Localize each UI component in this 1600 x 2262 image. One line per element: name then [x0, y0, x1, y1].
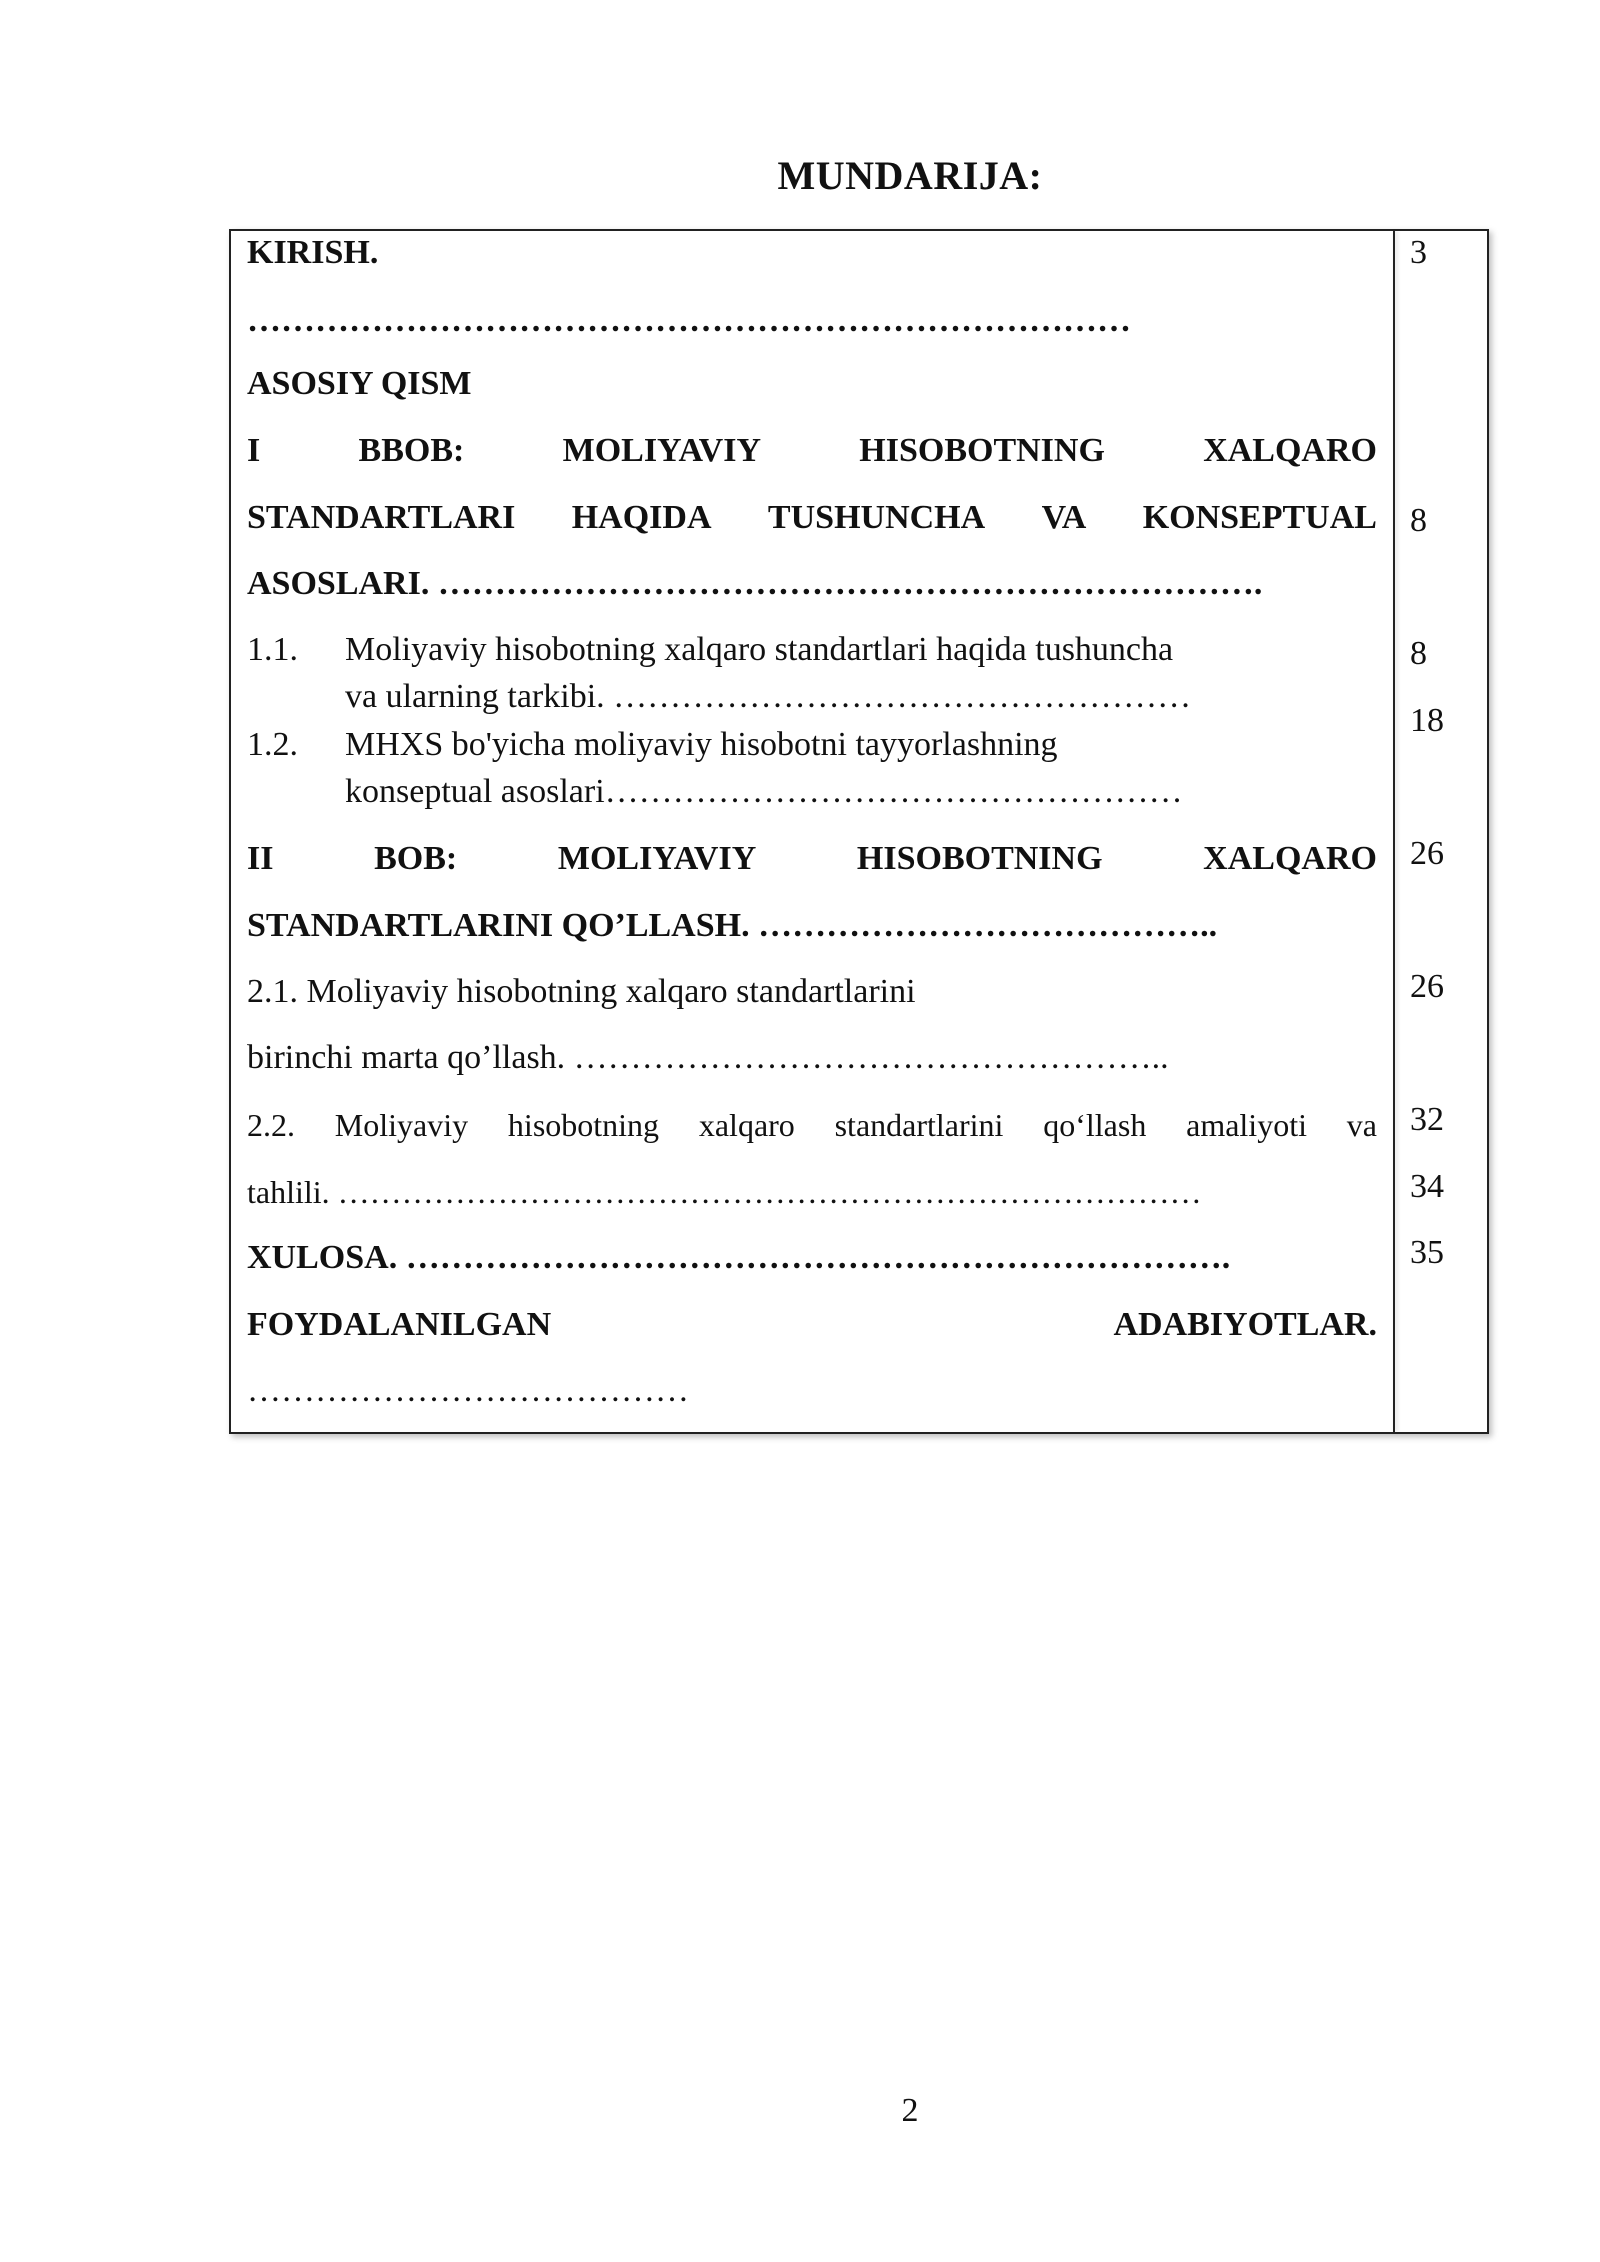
word: BBOB: — [358, 432, 465, 469]
word: qo‘llash — [1043, 1107, 1147, 1143]
word: KONSEPTUAL — [1142, 499, 1377, 536]
toc-chapter-2-line-1 — [247, 839, 1377, 879]
toc-subsection-1-2-number: 1.2. — [247, 726, 298, 763]
toc-item-xulosa: XULOSA. ………………………………………………………………. — [247, 1239, 1231, 1276]
word: II — [247, 840, 274, 877]
word: TUSHUNCHA — [767, 499, 986, 536]
toc-subsection-1-1-line-2: va ularning tarkibi. …………………………………………… — [345, 678, 1192, 715]
page-number-chapter-1: 8 — [1410, 502, 1427, 539]
page-title: MUNDARIJA: — [777, 153, 1043, 198]
word: va — [1346, 1107, 1377, 1143]
word: amaliyoti — [1186, 1107, 1307, 1143]
word: MOLIYAVIY — [557, 840, 757, 877]
page-number-xulosa: 34 — [1410, 1168, 1444, 1205]
toc-chapter-2-line-2: STANDARTLARINI QO’LLASH. ………………………………….. — [247, 907, 1218, 944]
toc-chapter-1-line-1 — [247, 431, 1377, 471]
word: Moliyaviy — [334, 1107, 469, 1143]
word: HAQIDA — [571, 499, 712, 536]
page-number-subsection-2-1: 26 — [1410, 968, 1444, 1005]
toc-item-kirish: KIRISH. — [247, 234, 379, 271]
toc-subsection-1-2-line-1: MHXS bo'yicha moliyaviy hisobotni tayyorlashning — [345, 726, 1058, 763]
word: HISOBOTNING — [856, 840, 1103, 877]
page-number-subsection-1-2: 18 — [1410, 702, 1444, 739]
word: STANDARTLARI — [247, 499, 516, 536]
word: xalqaro — [698, 1107, 795, 1143]
word: ADABIYOTLAR. — [1113, 1306, 1377, 1343]
page-number-references: 35 — [1410, 1234, 1444, 1271]
toc-subsection-1-1-number: 1.1. — [247, 631, 298, 668]
column-divider — [1393, 231, 1395, 1432]
toc-subsection-2-1-line-1: 2.1. Moliyaviy hisobotning xalqaro standartlarini — [247, 973, 916, 1010]
word: BOB: — [374, 840, 458, 877]
page-number-subsection-2-2: 32 — [1410, 1101, 1444, 1138]
word: 2.2. — [247, 1107, 295, 1143]
toc-item-kirish-leader: …………………………………………………………………… — [247, 302, 1131, 339]
word: hisobotning — [507, 1107, 660, 1143]
word: standartlarini — [834, 1107, 1004, 1143]
toc-section-asosiy-qism: ASOSIY QISM — [247, 365, 472, 402]
toc-subsection-1-2-line-2: konseptual asoslari…………………………………………… — [345, 773, 1183, 810]
toc-subsection-2-2-line-2: tahlili. ……………………………………………………………………… — [247, 1174, 1202, 1210]
word: HISOBOTNING — [859, 432, 1105, 469]
toc-chapter-1-line-3: ASOSLARI. ………………………………………………………………. — [247, 565, 1263, 602]
toc-chapter-1-line-2 — [247, 498, 1377, 538]
word: VA — [1041, 499, 1087, 536]
table-of-contents — [229, 229, 1489, 1434]
toc-item-references-leader: ………………………………… — [247, 1372, 689, 1409]
word: MOLIYAVIY — [562, 432, 761, 469]
word: XALQARO — [1203, 840, 1377, 877]
toc-subsection-2-2-line-1 — [247, 1105, 1377, 1145]
page-number-chapter-2: 26 — [1410, 835, 1444, 872]
toc-item-references — [247, 1305, 1377, 1345]
word: I — [247, 432, 261, 469]
word: FOYDALANILGAN — [247, 1306, 552, 1343]
toc-subsection-1-1-line-1: Moliyaviy hisobotning xalqaro standartlari haqida tushuncha — [345, 631, 1174, 668]
page-number-kirish: 3 — [1410, 234, 1427, 271]
toc-subsection-2-1-line-2: birinchi marta qo’llash. …………………………………………….. — [247, 1039, 1169, 1076]
word: XALQARO — [1203, 432, 1377, 469]
page-number-subsection-1-1: 8 — [1410, 635, 1427, 672]
page-footer-number: 2 — [901, 2092, 919, 2129]
